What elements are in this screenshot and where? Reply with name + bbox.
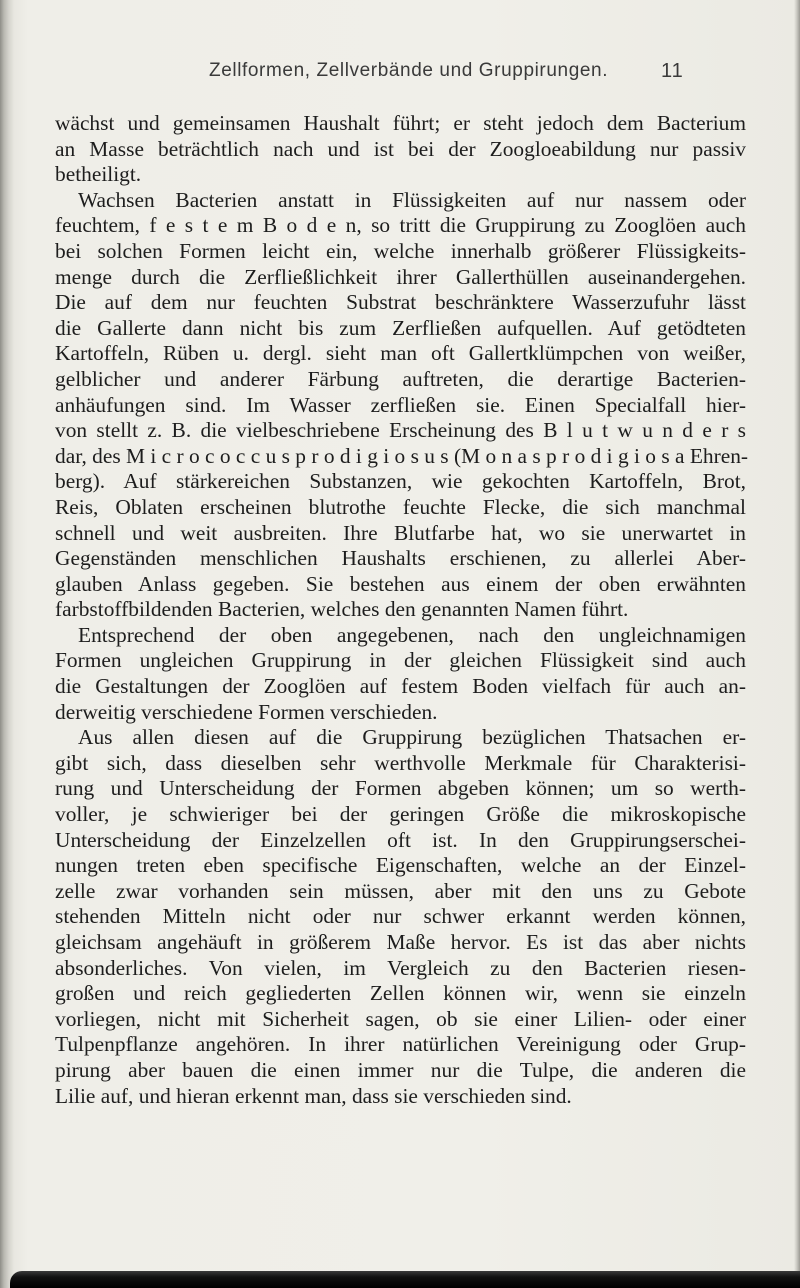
text-line: berg). Auf stärkereichen Substanzen, wie gekochten Kartoffeln, Brot, <box>55 469 746 494</box>
text-line: Die auf dem nur feuchten Substrat beschränktere Wasserzufuhr lässt <box>55 290 746 315</box>
text-line: schnell und weit ausbreiten. Ihre Blutfarbe hat, wo sie unerwartet in <box>55 520 746 545</box>
text-line: Lilie auf, und hieran erkennt man, dass sie verschieden sind. <box>55 1083 572 1108</box>
text-line: gibt sich, dass dieselben sehr werthvolle Merkmale für Charakterisi- <box>55 750 746 775</box>
text-line: bei solchen Formen leicht ein, welche innerhalb größerer Flüssigkeits- <box>55 238 746 263</box>
text-line: Formen ungleichen Gruppirung in der gleichen Flüssigkeit sind auch <box>55 648 746 673</box>
text-line: Tulpenpflanze angehören. In ihrer natürlichen Vereinigung oder Grup- <box>55 1032 746 1057</box>
text-line: Kartoffeln, Rüben u. dergl. sieht man oft Gallertklümpchen von weißer, <box>55 341 746 366</box>
text-line: farbstoffbildenden Bacterien, welches den genannten Namen führt. <box>55 597 629 622</box>
page-header <box>0 60 800 84</box>
text-line: wächst und gemeinsamen Haushalt führt; er steht jedoch dem Bacterium <box>55 111 746 135</box>
text-line: dar, des M i c r o c o c c u s p r o d i g i o s u s (M o n a s p r o d i g i o s a Ehren- <box>55 443 749 468</box>
text-line: pirung aber bauen die einen immer nur die Tulpe, die anderen die <box>55 1057 746 1082</box>
text-line: Gegenständen menschlichen Haushalts erschienen, zu allerlei Aber- <box>55 546 746 571</box>
body-text <box>55 111 749 1109</box>
text-line: gelblicher und anderer Färbung auftreten, die derartige Bacterien- <box>55 366 746 391</box>
text-line: von stellt z. B. die vielbeschriebene Erscheinung des B l u t w u n d e r s <box>55 418 746 443</box>
text-line: betheiligt. <box>55 162 142 187</box>
text-line: die Gestaltungen der Zooglöen auf festem Boden vielfach für auch an- <box>55 674 746 699</box>
running-title: Zellformen, Zellverbände und Gruppirungen. <box>209 60 609 81</box>
text-line: anhäufungen sind. Im Wasser zerfließen sie. Einen Specialfall hier- <box>55 392 746 417</box>
text-line: Entsprechend der oben angegebenen, nach den ungleichnamigen <box>78 622 746 647</box>
text-line: menge durch die Zerfließlichkeit ihrer Gallerthüllen auseinandergehen. <box>55 264 746 289</box>
text-line: absonderliches. Von vielen, im Vergleich zu den Bacterien riesen- <box>55 955 746 980</box>
page-number: 11 <box>661 60 684 82</box>
binding-shadow <box>0 0 14 1288</box>
text-line: nungen treten eben specifische Eigenschaften, welche an der Einzel- <box>55 853 746 878</box>
text-line: feuchtem, f e s t e m B o d e n, so tritt die Gruppirung zu Zooglöen auch <box>55 213 746 238</box>
text-line: Aus allen diesen auf die Gruppirung bezüglichen Thatsachen er- <box>78 725 746 750</box>
text-line: derweitig verschiedene Formen verschieden. <box>55 699 438 724</box>
text-line: Unterscheidung der Einzelzellen oft ist. In den Gruppirungserschei- <box>55 827 746 852</box>
text-line: an Masse beträchtlich nach und ist bei der Zoogloeabildung nur passiv <box>55 136 746 161</box>
text-line: zelle zwar vorhanden sein müssen, aber mit den uns zu Gebote <box>55 878 746 903</box>
text-line: gleichsam angehäuft in größerem Maße hervor. Es ist das aber nichts <box>55 930 746 954</box>
text-line: rung und Unterscheidung der Formen abgeben können; um so werth- <box>55 776 746 801</box>
page-edge <box>794 0 800 1288</box>
text-line: vorliegen, nicht mit Sicherheit sagen, ob sie einer Lilien- oder einer <box>55 1006 746 1031</box>
text-line: Reis, Oblaten erscheinen blutrothe feuchte Flecke, die sich manchmal <box>55 494 746 519</box>
text-line: Wachsen Bacterien anstatt in Flüssigkeiten auf nur nassem oder <box>78 187 746 212</box>
text-line: stehenden Mitteln nicht oder nur schwer erkannt werden können, <box>55 904 746 929</box>
page-bottom-shadow <box>10 1271 800 1288</box>
text-line: voller, je schwieriger bei der geringen Größe die mikroskopische <box>55 802 746 827</box>
text-line: die Gallerte dann nicht bis zum Zerfließen aufquellen. Auf getödteten <box>55 315 746 340</box>
text-line: großen und reich gegliederten Zellen können wir, wenn sie einzeln <box>55 981 746 1006</box>
text-line: glauben Anlass gegeben. Sie bestehen aus einem der oben erwähnten <box>55 571 746 596</box>
